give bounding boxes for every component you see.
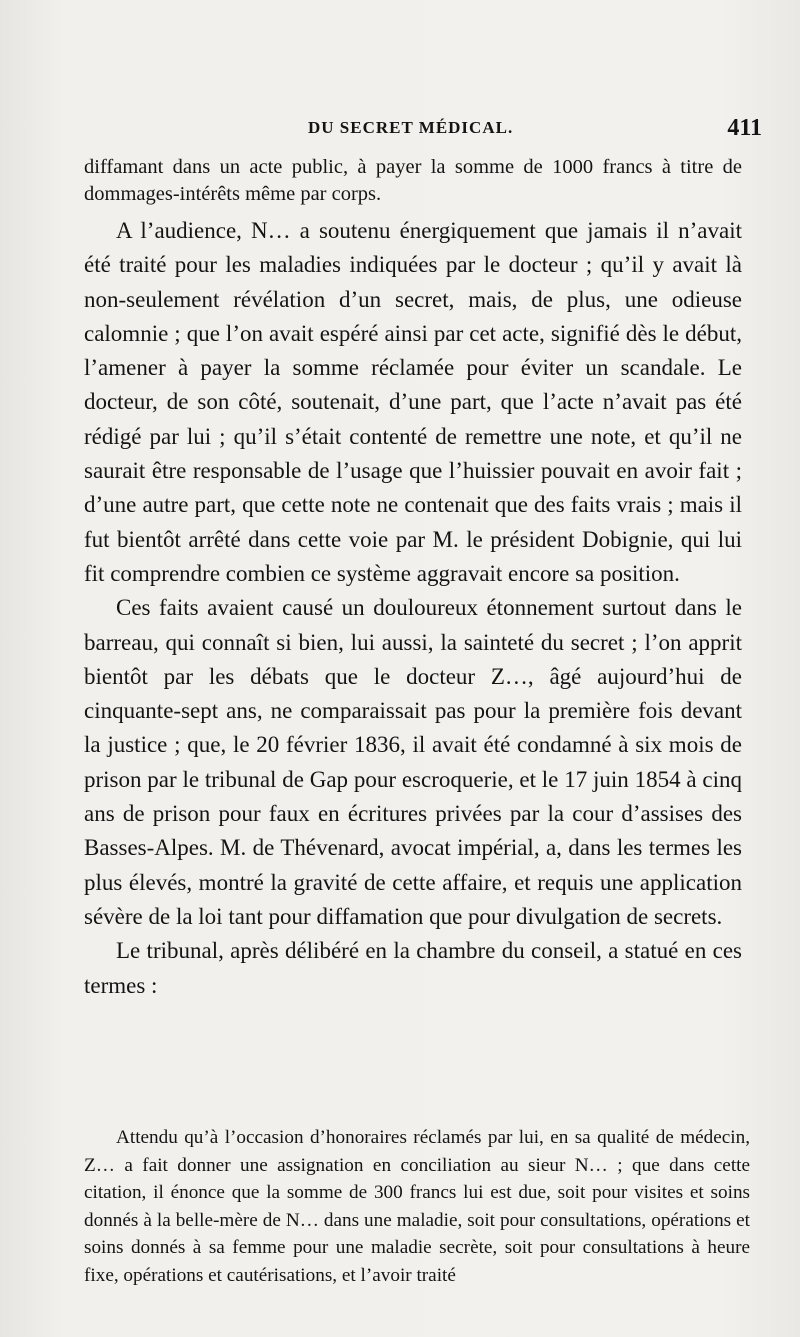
- quote-text: Attendu qu’à l’occasion d’honoraires réclamés par lui, en sa qualité de médecin, Z… a fait donner une assignation en conciliation au sieur N… ; que dans cette citation, il énonce que la somme de 300 francs lui est due, soit pour visites et soins donnés à la belle-mère de N… dans une maladie, soit pour consultations, opérations et soins donnés à sa femme pour une maladie secrète, soit pour consultations à heure fixe, opérations et cautérisations, et l’avoir traité: [84, 1127, 750, 1286]
- judgment-quote: [84, 1124, 750, 1289]
- paragraph-facts: Ces faits avaient causé un douloureux étonnement surtout dans le barreau, qui connaît si bien, lui aussi, la sainteté du secret ; l’on apprit bientôt par les débats que le docteur Z…, âgé aujourd’hui de cinquante-sept ans, ne comparaissait pas pour la première fois devant la justice ; que, le 20 février 1836, il avait été condamné à six mois de prison par le tribunal de Gap pour escroquerie, et le 17 juin 1854 à cinq ans de prison pour faux en écritures privées par la cour d’assises des Basses-Alpes. M. de Thévenard, avocat impérial, a, dans les termes les plus élevés, montré la gravité de cette affaire, et requis une application sévère de la loi tant pour diffamation que pour divulgation de secrets.: [84, 595, 742, 929]
- running-title: DU SECRET MÉDICAL.: [308, 118, 514, 137]
- paragraph-tribunal: Le tribunal, après délibéré en la chambre du conseil, a statué en ces termes :: [84, 938, 742, 998]
- running-head: [0, 115, 800, 148]
- page-number: 411: [727, 115, 762, 141]
- main-text: [84, 154, 742, 1003]
- paragraph-audience: A l’audience, N… a soutenu énergiquement que jamais il n’avait été traité pour les maladies indiquées par le docteur ; qu’il y avait là non-seulement révélation d’un secret, mais, de plus, une odieuse calomnie ; que l’on avait espéré ainsi par cet acte, signifié dès le début, l’amener à payer la somme réclamée pour éviter un scandale. Le docteur, de son côté, soutenait, d’une part, que l’acte n’avait pas été rédigé par lui ; qu’il s’était contenté de remettre une note, et qu’il ne saurait être responsable de l’usage que l’huissier pouvait en avoir fait ; d’une autre part, que cette note ne contenait que des faits vrais ; mais il fut bientôt arrêté dans cette voie par M. le président Dobignie, qui lui fit comprendre combien ce système aggravait encore sa position.: [84, 218, 742, 586]
- paragraph-continuation: diffamant dans un acte public, à payer la somme de 1000 francs à titre de dommages-intérêts même par corps.: [84, 156, 742, 205]
